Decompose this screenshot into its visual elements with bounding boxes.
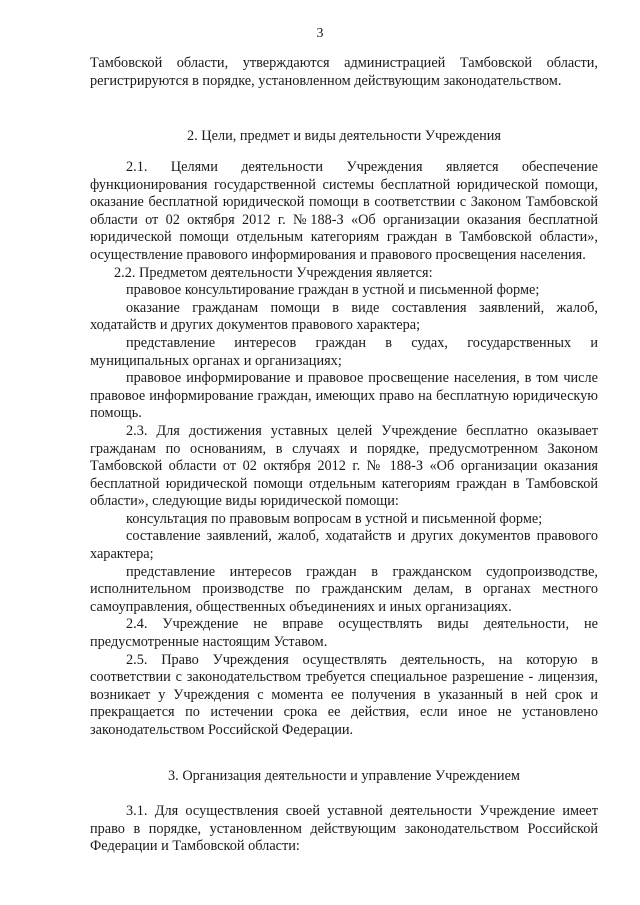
paragraph-2-1: 2.1. Целями деятельности Учреждения является обеспечение функционирования государственной системы бесплатной юридической помощи, оказание бесплатной юридической помощи в соответствии с Законом Тамбовской области от 02 октября 2012 г. №188-З «Об организации оказания бесплатной юридической помощи отдельным категориям граждан в Тамбовской области», осуществление правового информирования и правового просвещения населения. [90,159,598,263]
help-item: составление заявлений, жалоб, ходатайств и других документов правового характера; [90,528,598,563]
paragraph-3-1: 3.1. Для осуществления своей уставной деятельности Учреждение имеет право в порядке, установленном действующим законодательством Российской Федерации и Тамбовской области: [90,803,598,855]
paragraph-2-3: 2.3. Для достижения уставных целей Учреждение бесплатно оказывает гражданам по основаниям, в случаях и порядке, предусмотренном Законом Тамбовской области от 02 октября 2012 г. № 188-З «Об организации оказания бесплатной юридической помощи отдельным категориям граждан в Тамбовской области», следующие виды юридической помощи: [90,422,598,510]
paragraph-2-2: 2.2. Предметом деятельности Учреждения является: [114,264,433,281]
paragraph-2-5: 2.5. Право Учреждения осуществлять деятельность, на которую в соответствии с законодательством требуется специальное разрешение - лицензия, возникает у Учреждения с момента ее получения в указанный в ней срок и прекращается по истечении срока ее действия, если иное не установлено законодательством Российской Федерации. [90,651,598,738]
help-item: консультация по правовым вопросам в устной и письменной форме; [126,510,543,527]
help-item: представление интересов граждан в гражданском судопроизводстве, исполнительном производстве по гражданским делам, в органах местного самоуправления, общественных объединениях и иных организациях. [90,563,598,615]
subject-item: оказание гражданам помощи в виде составления заявлений, жалоб, ходатайств и других документов правового характера; [90,299,598,334]
intro-block [90,55,598,90]
subject-item: правовое информирование и правовое просвещение населения, в том числе правовое информирование граждан, имеющих право на бесплатную юридическую помощь. [90,370,598,422]
section-3-heading-block [90,768,598,786]
section-2-heading: 2. Цели, предмет и виды деятельности Учреждения [186,128,502,144]
paragraph-2-4: 2.4. Учреждение не вправе осуществлять виды деятельности, не предусмотренные настоящим Уставом. [90,616,598,651]
page-number: 3 [316,26,324,41]
subject-item: представление интересов граждан в судах, государственных и муниципальных органах и организациях; [90,334,598,369]
section-3-heading: 3. Организация деятельности и управление Учреждением [168,768,520,784]
intro-paragraph: Тамбовской области, утверждаются администрацией Тамбовской области, регистрируются в порядке, установленном действующим законодательством. [90,55,598,89]
section-3-body [90,803,598,856]
section-2-body [90,159,598,740]
subject-item: правовое консультирование граждан в устной и письменной форме; [126,282,540,299]
section-2-heading-block [90,128,598,146]
